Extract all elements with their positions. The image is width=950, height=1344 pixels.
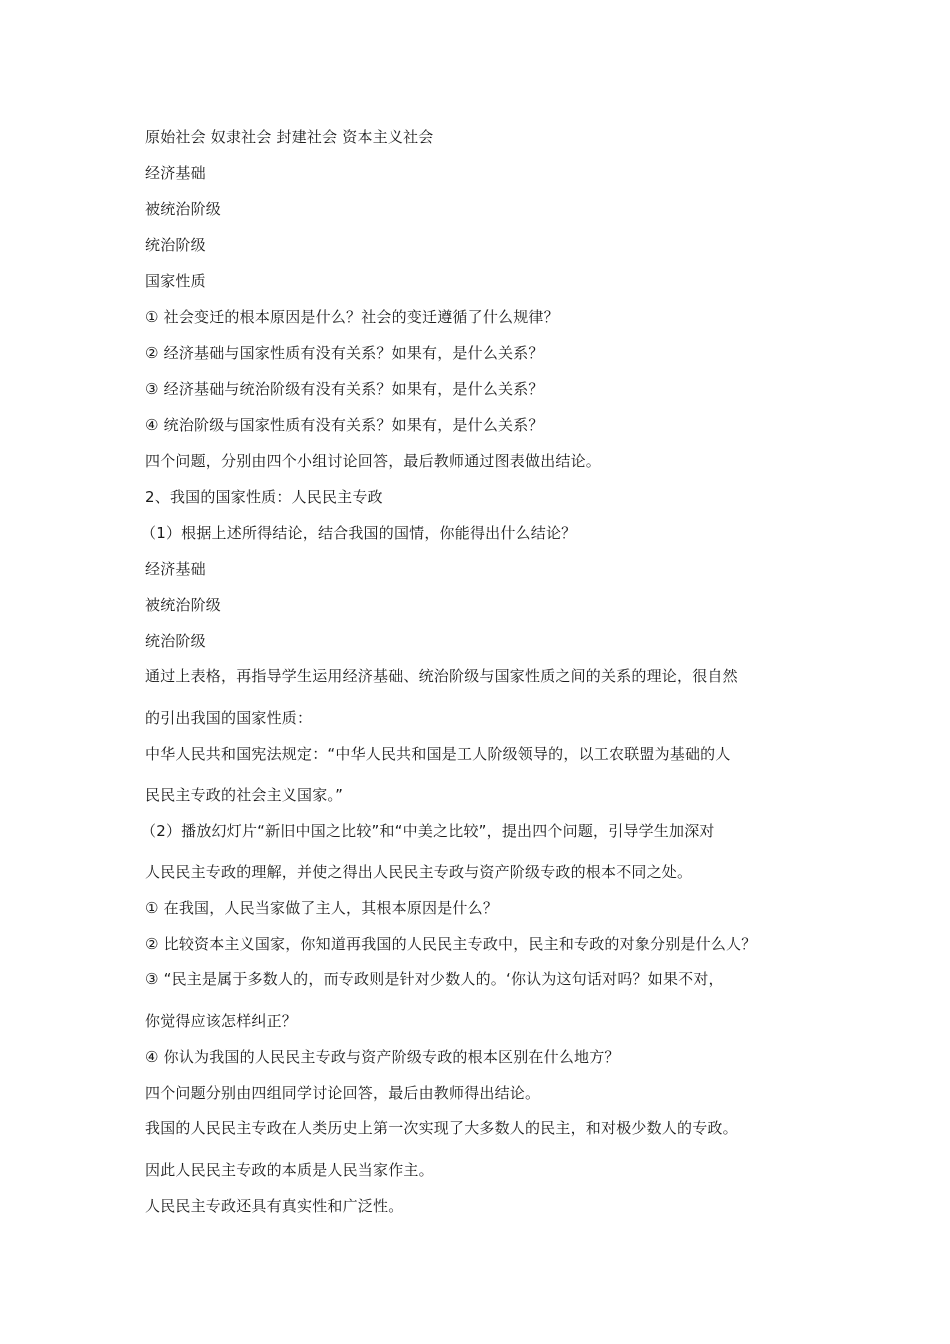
text-line: 被统治阶级: [145, 596, 222, 614]
text-line: 被统治阶级: [145, 200, 222, 218]
text-line: （1）根据上述所得结论，结合我国的国情，你能得出什么结论？: [141, 524, 577, 542]
text-line: 中华人民共和国宪法规定：“中华人民共和国是工人阶级领导的，以工农联盟为基础的人: [145, 745, 731, 763]
text-line: ② 经济基础与国家性质有没有关系？如果有，是什么关系？: [145, 344, 544, 362]
text-line: ③ “民主是属于多数人的，而专政则是针对少数人的。‘你认为这句话对吗？如果不对，: [145, 970, 724, 988]
text-line: 经济基础: [145, 560, 206, 578]
text-line: ① 社会变迁的根本原因是什么？社会的变迁遵循了什么规律？: [145, 308, 559, 326]
text-line: 统治阶级: [145, 236, 206, 254]
text-line: ③ 经济基础与统治阶级有没有关系？如果有，是什么关系？: [145, 380, 544, 398]
text-line: ④ 统治阶级与国家性质有没有关系？如果有，是什么关系？: [145, 416, 544, 434]
text-line: 你觉得应该怎样纠正？: [145, 1012, 298, 1030]
text-line: 四个问题分别由四组同学讨论回答，最后由教师得出结论。: [145, 1084, 541, 1102]
text-line: 统治阶级: [145, 632, 206, 650]
text-line: 因此人民民主专政的本质是人民当家作主。: [145, 1161, 434, 1179]
text-line: 我国的人民民主专政在人类历史上第一次实现了大多数人的民主，和对极少数人的专政。: [145, 1119, 738, 1137]
text-line: 经济基础: [145, 164, 206, 182]
text-line: 民民主专政的社会主义国家。”: [145, 786, 344, 804]
text-line: 人民民主专政的理解，并使之得出人民民主专政与资产阶级专政的根本不同之处。: [145, 863, 693, 881]
text-line: （2）播放幻灯片“新旧中国之比较”和“中美之比较”，提出四个问题，引导学生加深对: [141, 822, 715, 840]
text-line: 人民民主专政还具有真实性和广泛性。: [145, 1197, 404, 1215]
text-line: 国家性质: [145, 272, 206, 290]
text-line: 的引出我国的国家性质：: [145, 709, 313, 727]
text-line: ① 在我国，人民当家做了主人，其根本原因是什么？: [145, 899, 499, 917]
text-line: 通过上表格，再指导学生运用经济基础、统治阶级与国家性质之间的关系的理论，很自然: [145, 667, 738, 685]
text-line: ④ 你认为我国的人民民主专政与资产阶级专政的根本区别在什么地方？: [145, 1048, 620, 1066]
section-heading: 2、我国的国家性质：人民民主专政: [145, 488, 383, 506]
text-line: 四个问题，分别由四个小组讨论回答，最后教师通过图表做出结论。: [145, 452, 602, 470]
text-line: 原始社会 奴隶社会 封建社会 资本主义社会: [145, 128, 434, 146]
text-line: ② 比较资本主义国家，你知道再我国的人民民主专政中，民主和专政的对象分别是什么人？: [145, 935, 757, 953]
